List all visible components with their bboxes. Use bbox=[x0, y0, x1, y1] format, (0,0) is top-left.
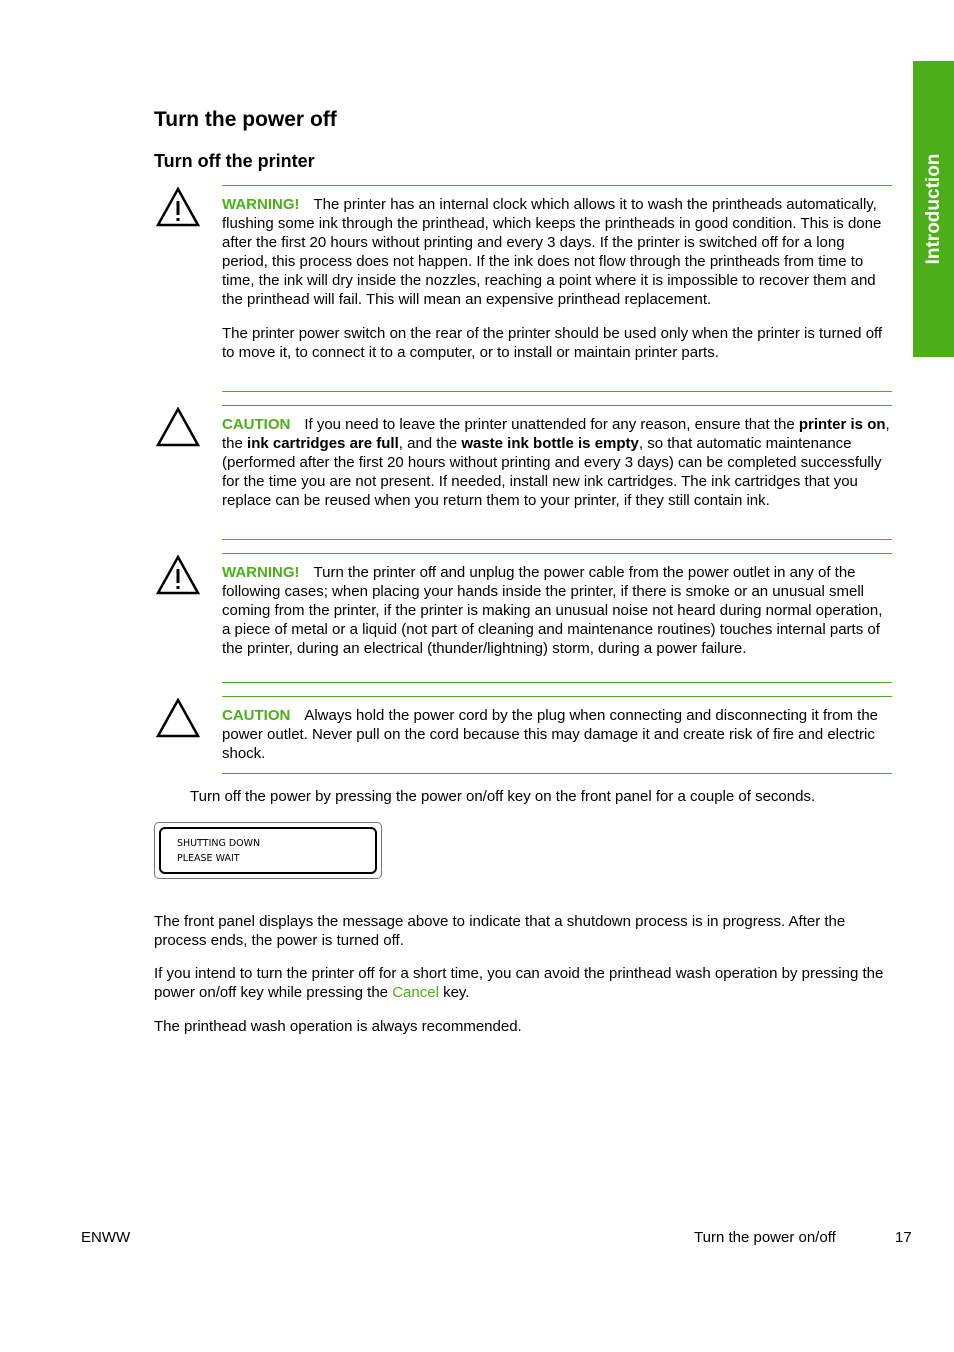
body-paragraph: If you intend to turn the printer off for a short time, you can avoid the printhead wash operation by pressing the power on/off key while pressing the Cancel key. bbox=[154, 965, 884, 1001]
caution-icon bbox=[156, 698, 200, 738]
footer-page-number: 17 bbox=[895, 1229, 912, 1246]
warning-icon bbox=[156, 187, 200, 227]
note-rule-top bbox=[222, 696, 892, 697]
section-title: Turn off the printer bbox=[154, 151, 315, 171]
note-rule-bottom bbox=[222, 682, 892, 683]
caution-icon bbox=[156, 407, 200, 447]
body-paragraph: The printhead wash operation is always recommended. bbox=[154, 1018, 522, 1035]
warning-label: WARNING! bbox=[222, 564, 300, 581]
instruction-text: Turn off the power by pressing the power on/off key on the front panel for a couple of seconds. bbox=[190, 788, 816, 805]
front-panel-display bbox=[154, 822, 382, 879]
panel-line-1: SHUTTING DOWN bbox=[177, 838, 261, 849]
caution-paragraph: CAUTION Always hold the power cord by the plug when connecting and disconnecting it from the power outlet. Never pull on the cord because this may damage it and create risk of fire and electric shock. bbox=[222, 707, 879, 762]
note-rule-top bbox=[222, 185, 892, 186]
warning-note bbox=[222, 563, 892, 658]
note-rule-bottom bbox=[222, 773, 892, 774]
side-tab bbox=[913, 61, 954, 357]
panel-line-2: PLEASE WAIT bbox=[177, 853, 240, 864]
front-panel-screen bbox=[159, 827, 377, 874]
caution-note bbox=[222, 415, 892, 510]
warning-paragraph: WARNING! Turn the printer off and unplug the power cable from the power outlet in any of the following cases; when placing your hands inside the printer, if there is smoke or an unusual smell coming from the printer, if the printer is making an unusual noise not heard during normal operation, a piece of metal or a liquid (not part of cleaning and maintenance routines) touches internal parts of the printer, during an electrical (thunder/lightning) storm, during a power failure. bbox=[222, 564, 883, 657]
warning-icon bbox=[156, 555, 200, 595]
note-rule-top bbox=[222, 553, 892, 554]
footer-left: ENWW bbox=[81, 1229, 131, 1246]
warning-paragraph-2: The printer power switch on the rear of the printer should be used only when the printer is turned off to move it, to connect it to a computer, or to install or maintain printer parts. bbox=[222, 325, 883, 361]
caution-label: CAUTION bbox=[222, 707, 291, 724]
caution-note bbox=[222, 706, 892, 763]
note-rule-bottom bbox=[222, 539, 892, 540]
cancel-key-link[interactable]: Cancel bbox=[392, 984, 439, 1001]
note-rule-bottom bbox=[222, 391, 892, 392]
caution-paragraph: CAUTION If you need to leave the printer unattended for any reason, ensure that the printer is on, the ink cartridges are full, and the waste ink bottle is empty, so that automatic maintenance (performed after the first 20 hours without printing and every 3 days) can be completed successfully for the time you are not present. If needed, install new ink cartridges. The ink cartridges that you replace can be reused when you return them to your printer, if they still contain ink. bbox=[222, 416, 890, 509]
footer-section: Turn the power on/off bbox=[694, 1229, 836, 1246]
warning-note bbox=[222, 195, 892, 362]
page-title: Turn the power off bbox=[154, 108, 337, 131]
note-rule-top bbox=[222, 405, 892, 406]
body-paragraph: The front panel displays the message above to indicate that a shutdown process is in progress. After the process ends, the power is turned off. bbox=[154, 913, 846, 949]
warning-label: WARNING! bbox=[222, 196, 300, 213]
caution-label: CAUTION bbox=[222, 416, 291, 433]
warning-paragraph: WARNING! The printer has an internal clock which allows it to wash the printheads automatically, flushing some ink through the printhead, which keeps the printheads in good condition. This is done after the first 20 hours without printing and every 3 days. If the printer is switched off for a long period, this process does not happen. If the ink does not flow through the printheads from time to time, the ink will dry inside the nozzles, reaching a point where it is impossible to recover them and the printhead will fail. This will mean an expensive printhead replacement. bbox=[222, 196, 882, 308]
side-tab-label: Introduction bbox=[922, 153, 944, 265]
